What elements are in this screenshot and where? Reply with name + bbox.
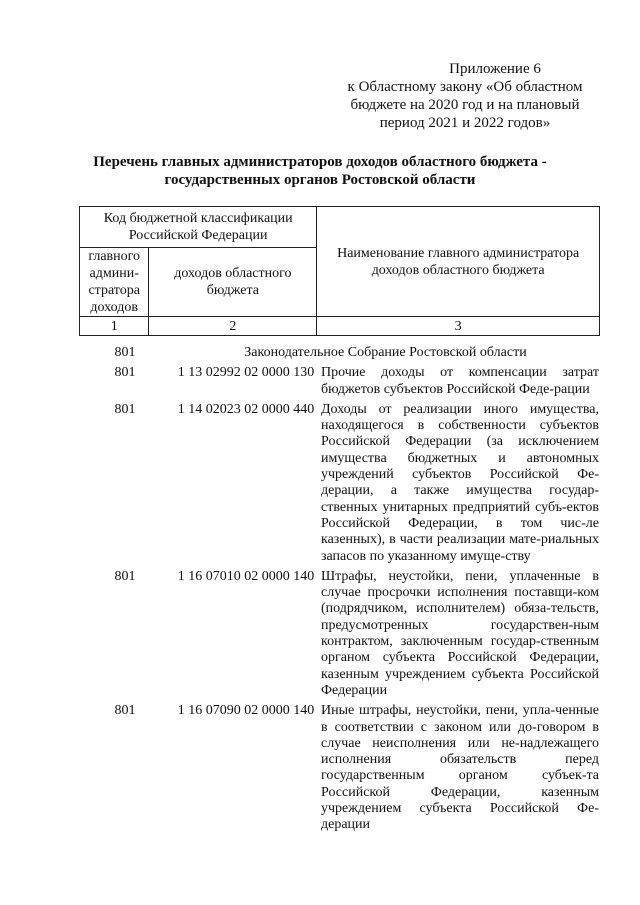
admin-code: 801 (114, 365, 136, 381)
document-title-line-2: государственных органов Ростовской области (164, 172, 476, 188)
header-admin-code-column: главного админи-стратора доходов (80, 248, 149, 317)
header-number-3: 3 (317, 317, 600, 336)
header-group-label: Код бюджетной классификации Российской Федерации (80, 207, 317, 248)
appendix-line-3: период 2021 и 2022 годов» (379, 115, 551, 131)
admin-code: 801 (114, 345, 136, 360)
admin-code: 801 (114, 401, 136, 417)
document-title-line-1: Перечень главных администраторов доходов областного бюджета - (93, 154, 547, 170)
income-code: 1 13 02992 02 0000 130 (177, 365, 315, 381)
table-header (79, 206, 600, 336)
header-income-code-column: доходов областного бюджета (149, 248, 317, 317)
document-title (70, 153, 570, 189)
appendix-block (330, 60, 600, 132)
appendix-line-1: к Областному закону «Об областном (347, 79, 583, 95)
header-name-column: Наименование главного администратора доходов областного бюджета (317, 207, 600, 317)
income-code: 1 16 07010 02 0000 140 (177, 568, 315, 584)
table-body (79, 345, 600, 838)
income-name: Иные штрафы, неустойки, пени, упла-ченные в соответствии с законом или до-говором в случае неисполнения или не-надлежащего исполнения обязательств перед государственным органом субъек-та Российской Федерации, казенным учреждением субъекта Российской Фе-дерации (321, 703, 599, 833)
table-row (79, 345, 600, 361)
income-code: 1 14 02023 02 0000 440 (177, 401, 315, 417)
table-row (79, 703, 600, 833)
table-row (79, 569, 600, 699)
table-row (79, 402, 600, 565)
income-name: Доходы от реализации иного имущества, находящегося в собственности субъектов Российской Федерации (за исключением имущества бюджетных и автономных учреждений субъектов Российской Фе-дерации, а также имущества государ-ственных унитарных предприятий субъ-ектов Российской Федерации, в том чис-ле казенных), в части реализации мате-риальных запасов по указанному имуще-ству (321, 401, 599, 564)
organization-name: Законодательное Собрание Ростовской области (244, 345, 527, 360)
table-row (79, 365, 600, 398)
admin-code: 801 (114, 703, 136, 719)
appendix-title: Приложение 6 (449, 61, 541, 77)
income-name: Прочие доходы от компенсации затрат бюджетов субъектов Российской Феде-рации (321, 365, 599, 397)
header-number-1: 1 (80, 317, 149, 336)
appendix-line-2: бюджете на 2020 год и на плановый (350, 97, 580, 113)
header-number-2: 2 (149, 317, 317, 336)
income-name: Штрафы, неустойки, пени, уплаченные в случае просрочки исполнения поставщи-ком (подрядчиком, исполнителем) обяза-тельств, предусмотренных государствен-ным контрактом, заключенным государ-ственным органом субъекта Российской Федерации, казенным учреждением субъекта Российской Федерации (321, 568, 599, 698)
admin-code: 801 (114, 568, 136, 584)
income-code: 1 16 07090 02 0000 140 (177, 703, 315, 719)
